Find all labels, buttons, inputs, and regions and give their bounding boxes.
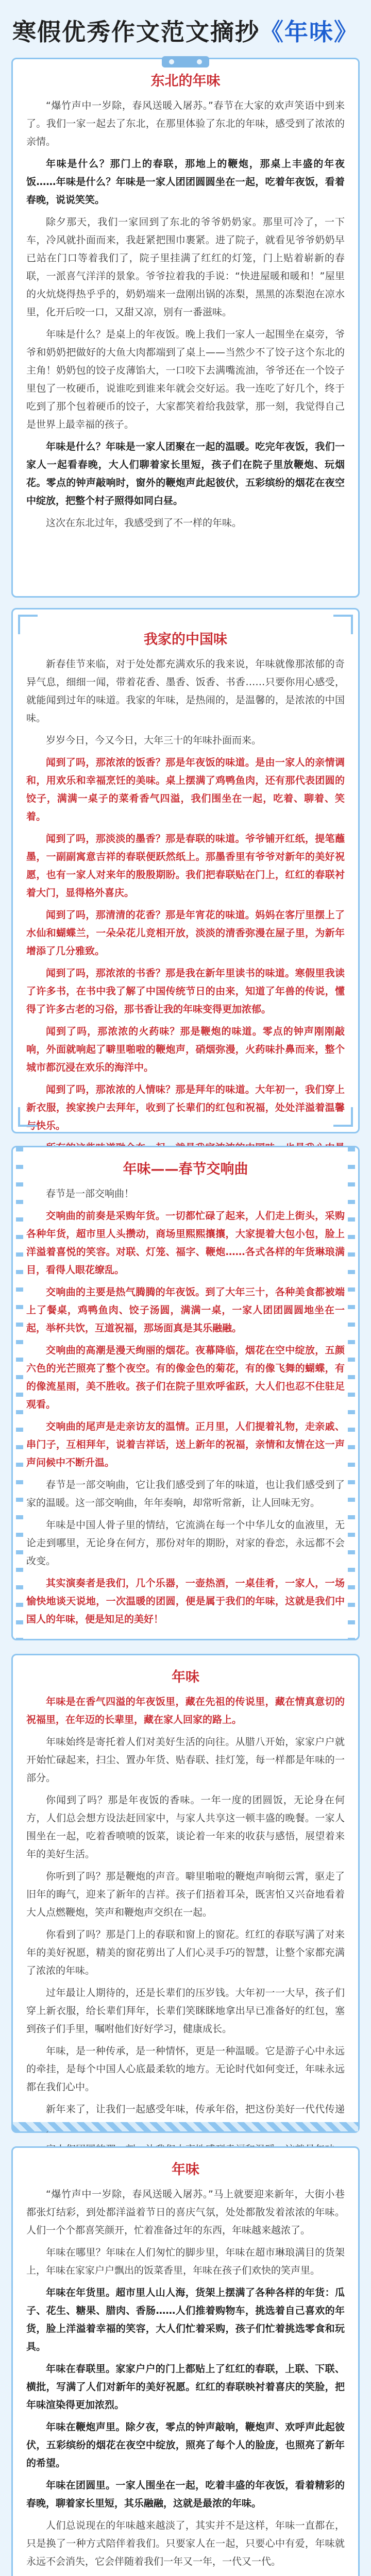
essay-title: 年味 <box>172 2162 199 2178</box>
essay-body <box>26 655 345 1175</box>
paragraph: 闻到了吗，那清清的花香？那是年宵花的味道。妈妈在客厅里摆上了水仙和蝴蝶兰，一朵朵花儿竞相开放，淡淡的清香弥漫在屋子里，为新年增添了几分雅致。 <box>26 909 345 957</box>
paragraph: 这次在东北过年，我感受到了不一样的年味。 <box>46 517 242 529</box>
paragraph: 闻到了吗，那浓浓的火药味？那是鞭炮的味道。零点的钟声刚刚敲响，外面就响起了噼里啪啦的鞭炮声，硝烟弥漫，火药味扑鼻而来，整个城市都沉浸在欢乐的海洋中。 <box>26 1026 345 1073</box>
paragraph: 新春佳节来临，对于处处都充满欢乐的我来说，年味就像那浓郁的奇异气息，细细一闻，带着花香、墨香、饭香、书香……只要你用心感受，就能闻到过年的味道。我家的年味，是热闹的，是温馨的，是浓浓的中国味。 <box>26 658 345 724</box>
paragraph: 你听到了吗？那是鞭炮的声音。噼里啪啦的鞭炮声响彻云霄，驱走了旧年的晦气，迎来了新年的吉祥。孩子们捂着耳朵，既害怕又兴奋地看着大人点燃鞭炮，笑声和鞭炮声交织在一起。 <box>26 1871 345 1918</box>
page-title <box>0 0 371 57</box>
paragraph: 过年最让人期待的，还是长辈们的压岁钱。大年初一一大早，孩子们穿上新衣服，给长辈们拜年，长辈们笑眯眯地拿出早已准备好的红包，塞到孩子们手里，嘱咐他们好好学习，健康成长。 <box>26 1987 345 2035</box>
paragraph: “爆竹声中一岁除，春风送暖入屠苏。”马上就要迎来新年，大街小巷都张灯结彩，到处都洋溢着节日的喜庆气氛，处处都散发着浓浓的年味。人们一个个都喜笑颜开，忙着准备过年的东西，年味越来越浓了。 <box>26 2189 345 2236</box>
essay-body <box>26 97 345 532</box>
paragraph: 年味是在香气四溢的年夜饭里，藏在先祖的传说里，藏在情真意切的祝福里，在年迈的长辈里，藏在家人回家的路上。 <box>26 1696 345 1725</box>
paragraph: 你闻到了吗？那是年夜饭的香味。一年一度的团圆饭，无论身在何方，人们总会想方设法赶回家中，与家人共享这一顿丰盛的晚餐。一家人围坐在一起，吃着香喷喷的饭菜，谈论着一年来的收获与感悟，展望着来年的美好生活。 <box>26 1794 345 1860</box>
essay-body <box>26 1693 345 2177</box>
essay-title: 我家的中国味 <box>144 632 227 648</box>
essay-title: 东北的年味 <box>150 73 221 89</box>
clip-decoration <box>162 56 209 67</box>
paragraph: 交响曲的高潮是漫天绚丽的烟花。夜幕降临，烟花在空中绽放，五颜六色的光芒照亮了整个夜空。有的像金色的菊花，有的像飞舞的蝴蝶，有的像流星雨，美不胜收。孩子们在院子里欢呼雀跃，大人们也忍不住驻足观看。 <box>26 1345 345 1410</box>
corner-decoration <box>18 615 38 634</box>
paragraph: 年味在哪里？年味在人们匆忙的脚步里，年味在超市琳琅满目的货架上，年味在家家户户飘出的饭菜香里，年味在孩子们欢快的笑声里。 <box>26 2247 345 2276</box>
paragraph: 闻到了吗，那浓浓的饭香？那是年夜饭的味道。是由一家人的亲情调和，用欢乐和幸福烹饪的美味。桌上摆满了鸡鸭鱼肉，还有那代表团圆的饺子，满满一桌子的菜肴香气四溢，我们围坐在一起，吃着、聊着、笑着。 <box>26 757 345 822</box>
essay-title: 年味 <box>172 1669 199 1685</box>
paragraph: 除夕那天，我们一家回到了东北的爷爷奶奶家。那里可冷了，一下车，冷风就扑面而来，我赶紧把围巾裹紧。进了院子，就看见爷爷奶奶早已站在门口等着我们了，院子里挂满了红红的灯笼，门上贴着崭新的春联，一派喜气洋洋的景象。爷爷拉着我的手说：“快进屋暖和暖和！”屋里的火炕烧得热乎乎的，奶奶端来一盘刚出锅的冻梨，黑黑的冻梨泡在凉水里，化开后咬一口，又甜又凉，别有一番滋味。 <box>26 216 345 318</box>
paragraph: 年味是中国人骨子里的情结，它流淌在每一个中华儿女的血液里，无论走到哪里，无论身在何方，那份对年的期盼，对家的眷恋，永远都不会改变。 <box>26 1519 345 1567</box>
paragraph: “爆竹声中一岁除，春风送暖入屠苏。”春节在大家的欢声笑语中到来了。我们一家一起去了东北，在那里体验了东北的年味，感受到了浓浓的亲情。 <box>26 100 345 147</box>
ribbon-decoration <box>13 2122 358 2131</box>
page-title-emphasis: 《年味》 <box>260 18 359 46</box>
essay-title: 年味——春节交响曲 <box>123 1161 248 1177</box>
essay-card-3 <box>11 1146 360 1640</box>
paragraph: 年味，是一种传承，是一种情怀，更是一种温暖。它是游子心中永远的牵挂，是每个中国人心底最柔软的地方。无论时代如何变迁，年味永远都在我们心中。 <box>26 2045 345 2093</box>
paragraph: 年味在鞭炮声里。除夕夜，零点的钟声敲响，鞭炮声、欢呼声此起彼伏，五彩缤纷的烟花在夜空中绽放，照亮了每个人的脸庞，也照亮了新年的希望。 <box>26 2421 345 2469</box>
corner-decoration <box>18 1107 38 1127</box>
paragraph: 闻到了吗，那浓浓的书香？那是我在新年里读书的味道。寒假里我读了许多书，在书中我了解了中国传统节日的由来，知道了年兽的传说，懂得了许多古老的习俗，那书香让我的年味变得更加浓郁。 <box>26 968 345 1015</box>
essay-body <box>26 1185 345 1629</box>
paragraph: 交响曲的前奏是采购年货。一切都忙碌了起来，人们走上街头，采购各种年货，超市里人头攒动，商场里熙熙攘攘，大家提着大包小包，脸上洋溢着喜悦的笑容。对联、灯笼、福字、鞭炮……各式各样的年货琳琅满目，看得人眼花缭乱。 <box>26 1210 345 1276</box>
paragraph: 人们总说现在的年味越来越淡了，其实并不是这样，年味一直都在，只是换了一种方式陪伴着我们。只要家人在一起，只要心中有爱，年味就永远不会消失，它会伴随着我们一年又一年，一代又一代。 <box>26 2520 345 2567</box>
paragraph: 年味是什么？年味是一家人团聚在一起的温暖。吃完年夜饭，我们一家人一起看春晚，大人们聊着家长里短，孩子们在院子里放鞭炮、玩烟花。零点的钟声敲响时，窗外的鞭炮声此起彼伏，五彩缤纷的烟花在夜空中绽放，把整个村子照得如同白昼。 <box>26 441 345 506</box>
paragraph: 其实演奏者是我们，几个乐器，一壶热酒，一桌佳肴，一家人，一场愉快地谈天说地，一次温暖的团圆，便是属于我们的年味，这就是我们中国人的年味，便是知足的美好！ <box>26 1578 345 1625</box>
paragraph: 年味在团圆里。一家人围坐在一起，吃着丰盛的年夜饭，看着精彩的春晚，聊着家长里短，其乐融融，这就是最浓的年味。 <box>26 2480 345 2509</box>
corner-decoration <box>333 1107 353 1127</box>
paragraph: 岁岁今日，今又今日，大年三十的年味扑面而来。 <box>46 735 262 746</box>
paragraph: 闻到了吗，那淡淡的墨香？那是春联的味道。爷爷铺开红纸，提笔蘸墨，一副副寓意吉祥的春联便跃然纸上。那墨香里有爷爷对新年的美好祝愿，也有一家人对来年的殷殷期盼。我们把春联贴在门上，红红的春联衬着大门，显得格外喜庆。 <box>26 833 345 899</box>
paragraph: 春节是一部交响曲！ <box>46 1188 134 1199</box>
paragraph: 交响曲的主要是热气腾腾的年夜饭。到了大年三十，各种美食都被端上了餐桌，鸡鸭鱼肉、饺子汤圆，满满一桌，一家人团团圆圆地坐在一起，举杯共饮，互道祝福，那场面真是其乐融融。 <box>26 1286 345 1334</box>
essay-card-1 <box>11 58 360 598</box>
essay-card-2 <box>11 608 360 1133</box>
paragraph: 年味始终是寄托着人们对美好生活的向往。从腊八开始，家家户户就开始忙碌起来，扫尘、置办年货、贴春联、挂灯笼，每一样都是年味的一部分。 <box>26 1736 345 1784</box>
paragraph: 交响曲的尾声是走亲访友的温情。正月里，人们提着礼物，走亲戚、串门子，互相拜年，说着吉祥话，送上新年的祝福，亲情和友情在这一声声问候中不断升温。 <box>26 1421 345 1468</box>
essay-card-5 <box>11 2146 360 2576</box>
page-title-main: 寒假优秀作文范文摘抄 <box>12 18 260 46</box>
binder-decoration <box>348 1147 355 1639</box>
paragraph: 年味在春联里。家家户户的门上都贴上了红红的春联，上联、下联、横批，写满了人们对新年的美好祝愿。红红的春联映衬着喜庆的笑脸，把年味渲染得更加浓烈。 <box>26 2363 345 2411</box>
paragraph: 春节是一部交响曲，它让我们感受到了年的味道，也让我们感受到了家的温暖。这一部交响曲，年年奏响，却常听常新，让人回味无穷。 <box>26 1479 345 1509</box>
paragraph: 新年来了，让我们一起感受年味，传承年俗，把这份美好一代代传递 <box>46 2104 345 2115</box>
binder-decoration <box>16 1147 23 1639</box>
paragraph: 年味在年货里。超市里人山人海，货架上摆满了各种各样的年货：瓜子、花生、糖果、腊肉、香肠……人们推着购物车，挑选着自己喜欢的年货，脸上洋溢着幸福的笑容，大人们忙着采购，孩子们忙着挑选零食和玩具。 <box>26 2287 345 2352</box>
essay-card-4 <box>11 1654 360 2133</box>
paragraph: 年味是什么？是桌上的年夜饭。晚上我们一家人一起围坐在桌旁，爷爷和奶奶把做好的大鱼大肉都端到了桌上——当然少不了饺子这个东北的主角！奶奶包的饺子皮薄馅大，一口咬下去满嘴流油，爷爷还在一个饺子里包了一枚硬币，说谁吃到谁来年就会交好运。我一连吃了好几个，终于吃到了那个包着硬币的饺子，大家都笑着给我鼓掌，那一刻，我觉得自己是世界上最幸福的孩子。 <box>26 329 345 430</box>
corner-decoration <box>333 615 353 634</box>
essay-body <box>26 2185 345 2571</box>
paragraph: 年味是什么？那门上的春联，那地上的鞭炮，那桌上丰盛的年夜饭……年味是什么？年味是一家人团团圆圆坐在一起，吃着年夜饭，看着春晚，说说笑笑。 <box>26 158 345 206</box>
paragraph: 你看到了吗？那是门上的春联和窗上的窗花。红红的春联写满了对来年的美好祝愿，精美的窗花剪出了人们心灵手巧的智慧，让整个家都充满了浓浓的年味。 <box>26 1929 345 1976</box>
paragraph: 闻到了吗，那浓浓的人情味？那是拜年的味道。大年初一，我们穿上新衣服，挨家挨户去拜年，收到了长辈们的红包和祝福，处处洋溢着温馨与快乐。 <box>26 1084 345 1131</box>
